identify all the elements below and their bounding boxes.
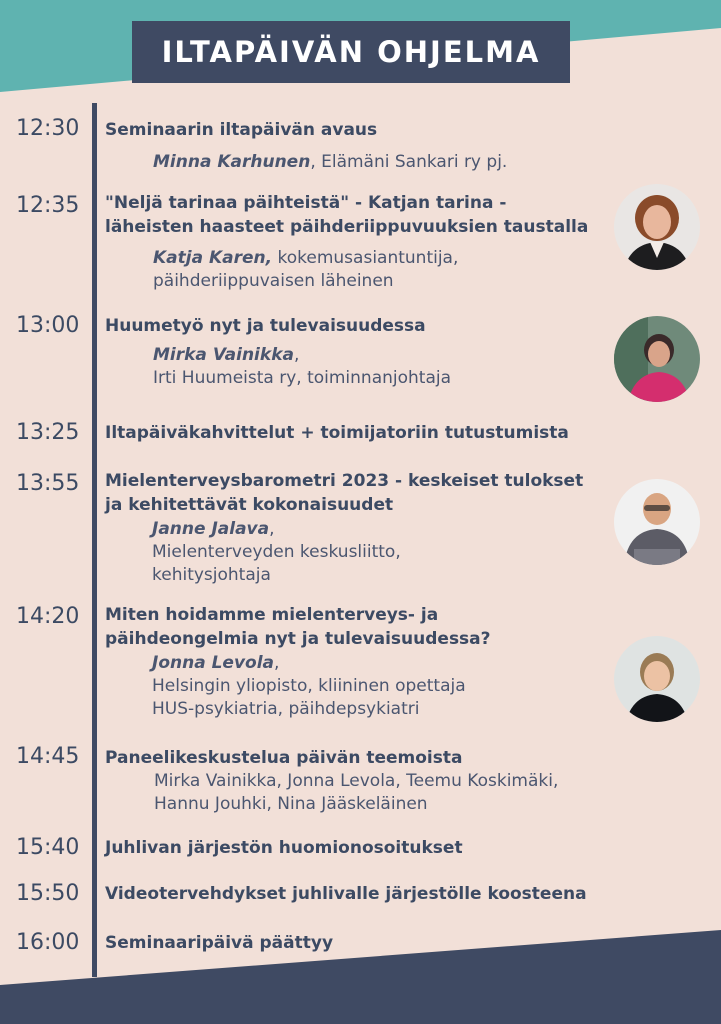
speaker-name: Minna Karhunen	[153, 152, 311, 172]
agenda-time: 12:35	[16, 193, 80, 218]
agenda-time: 15:40	[16, 835, 80, 860]
agenda-heading: Seminaarin iltapäivän avaus	[105, 120, 378, 140]
speaker-photo	[614, 479, 700, 565]
speaker-detail: ,	[293, 345, 300, 365]
speaker-name: Janne Jalava	[152, 519, 270, 539]
panel-members: Hannu Jouhki, Nina Jääskeläinen	[154, 794, 428, 814]
agenda-heading-line: Mielenterveysbarometri 2023 - keskeiset tulokset	[105, 471, 584, 491]
agenda-heading	[105, 191, 610, 239]
timeline-line	[92, 103, 97, 977]
agenda-heading-line: Miten hoidamme mielenterveys- ja	[105, 605, 439, 625]
agenda-time: 15:50	[16, 881, 80, 906]
speaker-detail: kehitysjohtaja	[152, 565, 271, 585]
speaker-detail: Mielenterveyden keskusliitto,	[152, 542, 401, 562]
agenda-speaker-block	[152, 518, 612, 587]
agenda-heading: Huumetyö nyt ja tulevaisuudessa	[105, 316, 426, 336]
speaker-detail: Helsingin yliopisto, kliininen opettaja	[152, 676, 466, 696]
agenda-heading	[105, 603, 610, 651]
agenda-heading-line: "Neljä tarinaa päihteistä" - Katjan tarina -	[105, 193, 507, 213]
agenda-heading: Juhlivan järjestön huomionosoitukset	[105, 838, 463, 858]
speaker-photo	[614, 636, 700, 722]
agenda-heading: Iltapäiväkahvittelut + toimijatoriin tutustumista	[105, 423, 569, 443]
agenda-heading-line: läheisten haasteet päihderiippuvuuksien taustalla	[105, 217, 589, 237]
speaker-detail: kokemusasiantuntija,	[272, 248, 459, 268]
agenda-heading	[105, 469, 610, 517]
speaker-name: Katja Karen,	[153, 248, 273, 268]
speaker-name: Jonna Levola	[152, 653, 275, 673]
agenda-heading: Seminaaripäivä päättyy	[105, 933, 334, 953]
agenda-time: 14:45	[16, 744, 80, 769]
agenda-time: 16:00	[16, 930, 80, 955]
agenda-speaker-block	[153, 247, 613, 293]
agenda-heading-line: ja kehitettävät kokonaisuudet	[105, 495, 394, 515]
speaker-detail: ,	[269, 519, 275, 539]
agenda-heading: Videotervehdykset juhlivalle järjestölle koosteena	[105, 884, 587, 904]
agenda-speaker-block	[153, 344, 613, 390]
speaker-detail: ,	[274, 653, 280, 673]
agenda-panel-block	[154, 770, 614, 816]
agenda-speaker-block	[152, 652, 612, 721]
agenda-time: 14:20	[16, 604, 80, 629]
speaker-detail: , Elämäni Sankari ry pj.	[310, 152, 508, 172]
agenda-heading: Paneelikeskustelua päivän teemoista	[105, 748, 463, 768]
agenda-time: 13:00	[16, 313, 80, 338]
agenda-time: 12:30	[16, 116, 80, 141]
speaker-photo	[614, 184, 700, 270]
panel-members: Mirka Vainikka, Jonna Levola, Teemu Koskimäki,	[154, 771, 559, 791]
speaker-name: Mirka Vainikka	[153, 345, 294, 365]
page-title: ILTAPÄIVÄN OHJELMA	[132, 21, 570, 83]
agenda-heading-line: päihdeongelmia nyt ja tulevaisuudessa?	[105, 629, 491, 649]
agenda-time: 13:25	[16, 420, 80, 445]
agenda-time: 13:55	[16, 471, 80, 496]
speaker-detail: Irti Huumeista ry, toiminnanjohtaja	[153, 368, 452, 388]
agenda-speaker-line	[153, 151, 613, 174]
speaker-detail: päihderiippuvaisen läheinen	[153, 271, 394, 291]
speaker-photo	[614, 316, 700, 402]
speaker-detail: HUS-psykiatria, päihdepsykiatri	[152, 699, 420, 719]
